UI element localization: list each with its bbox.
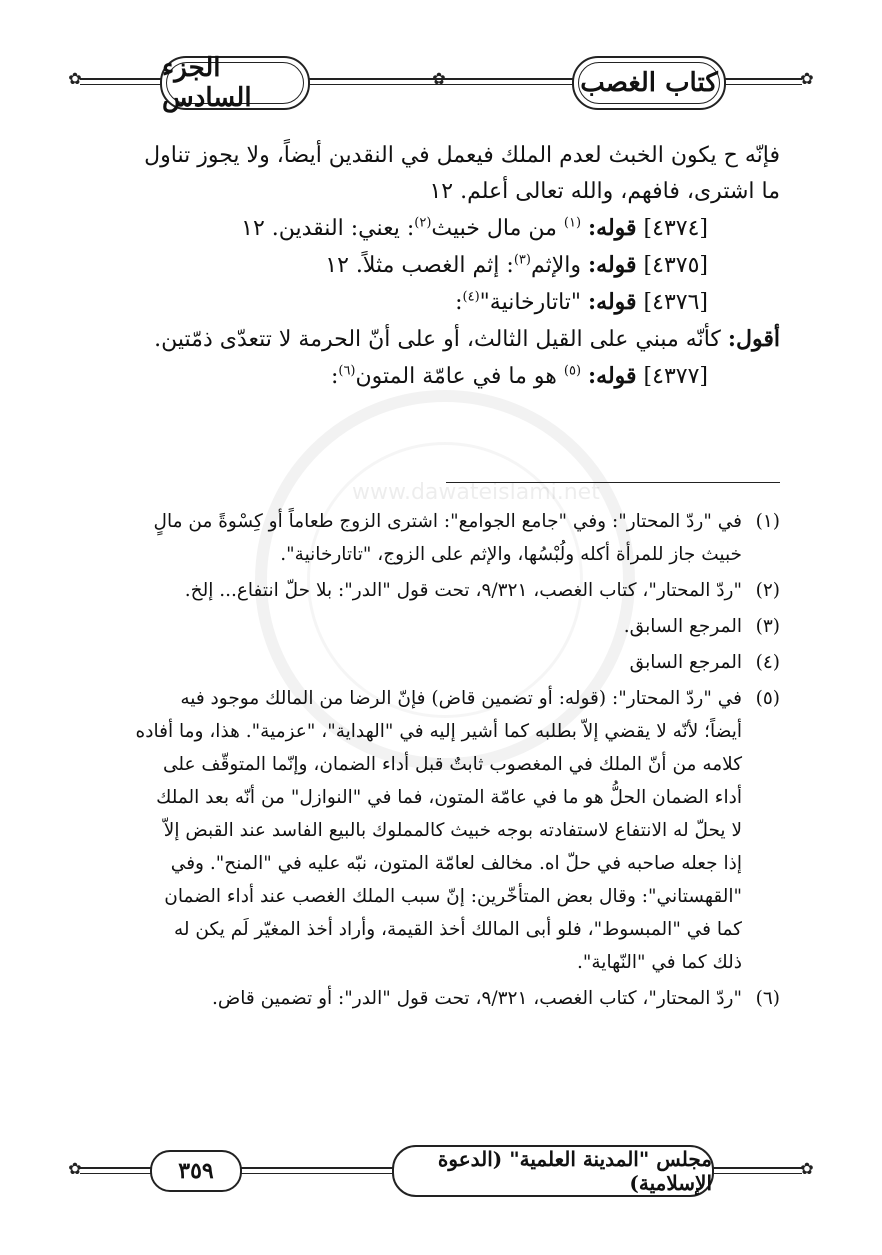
footnote-line: "القهستاني": وقال بعض المتأخّرين: إنّ سبب الملك الغصب عند أداء الضمان (164, 886, 742, 907)
main-text (88, 138, 780, 395)
entry-4374 (88, 210, 780, 247)
flower-ornament-icon: ✿ (68, 69, 82, 88)
page-header (0, 0, 882, 120)
entry-text: والإثم (530, 253, 582, 278)
entry-4377 (88, 358, 780, 395)
entry-text: "تاتارخانية" (479, 290, 582, 315)
footnote-divider (446, 482, 780, 483)
flower-ornament-icon: ✿ (800, 1159, 814, 1178)
footnote-line: "ردّ المحتار"، كتاب الغصب، ٩/٣٢١، تحت قول "الدر": بلا حلّ انتفاع... إلخ. (184, 580, 742, 601)
footnote-3 (88, 610, 780, 643)
footnote-line: المرجع السابق (629, 652, 742, 673)
footnote-ref: (٢) (414, 215, 432, 231)
footnote-number: (٥) (755, 688, 780, 709)
footnote-2 (88, 574, 780, 607)
footnote-line: أداء الضمان الحلُّ هو ما في عامّة المتون، فما في "النوازل" من أنّه بعد الملك (156, 787, 742, 808)
footnote-number: (١) (755, 511, 780, 532)
aqul-text: كأنّه مبني على القيل الثالث، أو على أنّ الحرمة لا تتعدّى ذمّتين. (154, 327, 721, 352)
footnote-number: (٢) (755, 580, 780, 601)
flower-ornament-icon: ✿ (800, 69, 814, 88)
page-number: ٣٥٩ (150, 1150, 242, 1192)
footnote-line: في "ردّ المحتار": (قوله: أو تضمين قاض) فإنّ الرضا من المالك موجود فيه (180, 688, 742, 709)
entry-number: [٤٣٧٤] (643, 216, 708, 241)
footnote-line: في "ردّ المحتار": وفي "جامع الجوامع": اشترى الزوج طعاماً أو كِسْوةً من مالٍ (153, 511, 742, 532)
footnote-line: كلامه من أنّ الملك في المغصوب ثابتٌ قبل أداء الضمان، وإنّما المتوقّف على (162, 754, 742, 775)
footnote-ref: (٤) (462, 289, 480, 305)
footnote-line: إذا جعله صاحبه في حلّ اه. مخالف لعامّة المتون، نبّه عليه في "المنح". وفي (170, 853, 742, 874)
footnote-5 (88, 682, 780, 979)
footnote-ref: (٥) (563, 363, 582, 379)
entry-text: هو ما في عامّة المتون (355, 364, 557, 389)
flower-ornament-icon: ✿ (68, 1159, 82, 1178)
entry-4376 (88, 284, 780, 321)
aqul-paragraph (88, 321, 780, 358)
footnote-ref: (٣) (513, 252, 531, 268)
entry-number: [٤٣٧٧] (643, 364, 708, 389)
entry-label: قوله: (588, 289, 637, 315)
footnote-line: المرجع السابق. (623, 616, 742, 637)
footnote-line: لا يحلّ له الانتفاع لاستفادته بوجه خبيث كالمملوك بالبيع الفاسد عند القبض إلاّ (163, 820, 742, 841)
entry-label: قوله: (588, 215, 637, 241)
entry-text: : (330, 364, 339, 389)
entry-text: من مال خبيث (431, 216, 557, 241)
entry-4375 (88, 247, 780, 284)
body-line: ما اشترى، فافهم، والله تعالى أعلم. ١٢ (429, 179, 780, 204)
volume-title-cartouche (160, 53, 310, 113)
footnote-ref: (٦) (338, 363, 356, 379)
footnotes (88, 505, 780, 1018)
watermark-text: www.dawateislami.net (352, 480, 600, 505)
footnote-line: خبيث جاز للمرأة أكله ولُبْسُها، والإثم على الزوج، "تاتارخانية". (280, 544, 742, 565)
footnote-ref: (١) (563, 215, 582, 231)
footnote-6 (88, 982, 780, 1015)
book-title: كتاب الغصب (580, 68, 718, 98)
body-line: فإنّه ح يكون الخبث لعدم الملك فيعمل في النقدين أيضاً، ولا يجوز تناول (144, 143, 780, 168)
footnote-number: (٣) (755, 616, 780, 637)
volume-title: الجزء السادس (162, 53, 252, 113)
footnote-line: أيضاً؛ لأنّه لا يقضي إلاّ بطلبه كما أشير إليه في "الهداية"، "عزمية". هذا، وما أفاده (135, 721, 742, 742)
footnote-number: (٦) (755, 988, 780, 1009)
page-footer (0, 1135, 882, 1205)
entry-label: قوله: (588, 363, 637, 389)
entry-label: قوله: (588, 252, 637, 278)
aqul-label: أقول: (727, 326, 780, 352)
footnote-line: كما في "المبسوط"، فلو أبى المالك أخذ القيمة، وأراد أخذ المغيّر لَم يكن له (173, 919, 742, 940)
flower-ornament-icon: ✿ (432, 69, 446, 88)
entry-text: : (455, 290, 463, 315)
entry-number: [٤٣٧٦] (643, 290, 708, 315)
publisher-name: مجلس "المدينة العلمية" (الدعوة الإسلامية) (392, 1145, 714, 1197)
footnote-number: (٤) (755, 652, 780, 673)
entry-text: : إثم الغصب مثلاً. ١٢ (325, 253, 514, 278)
entry-number: [٤٣٧٥] (643, 253, 708, 278)
footnote-1 (88, 505, 780, 571)
footnote-4 (88, 646, 780, 679)
book-title-cartouche (572, 56, 726, 110)
entry-text: : يعني: النقدين. ١٢ (241, 216, 415, 241)
footnote-line: ذلك كما في "النّهاية". (576, 952, 742, 973)
footnote-line: "ردّ المحتار"، كتاب الغصب، ٩/٣٢١، تحت قول "الدر": أو تضمين قاض. (212, 988, 742, 1009)
